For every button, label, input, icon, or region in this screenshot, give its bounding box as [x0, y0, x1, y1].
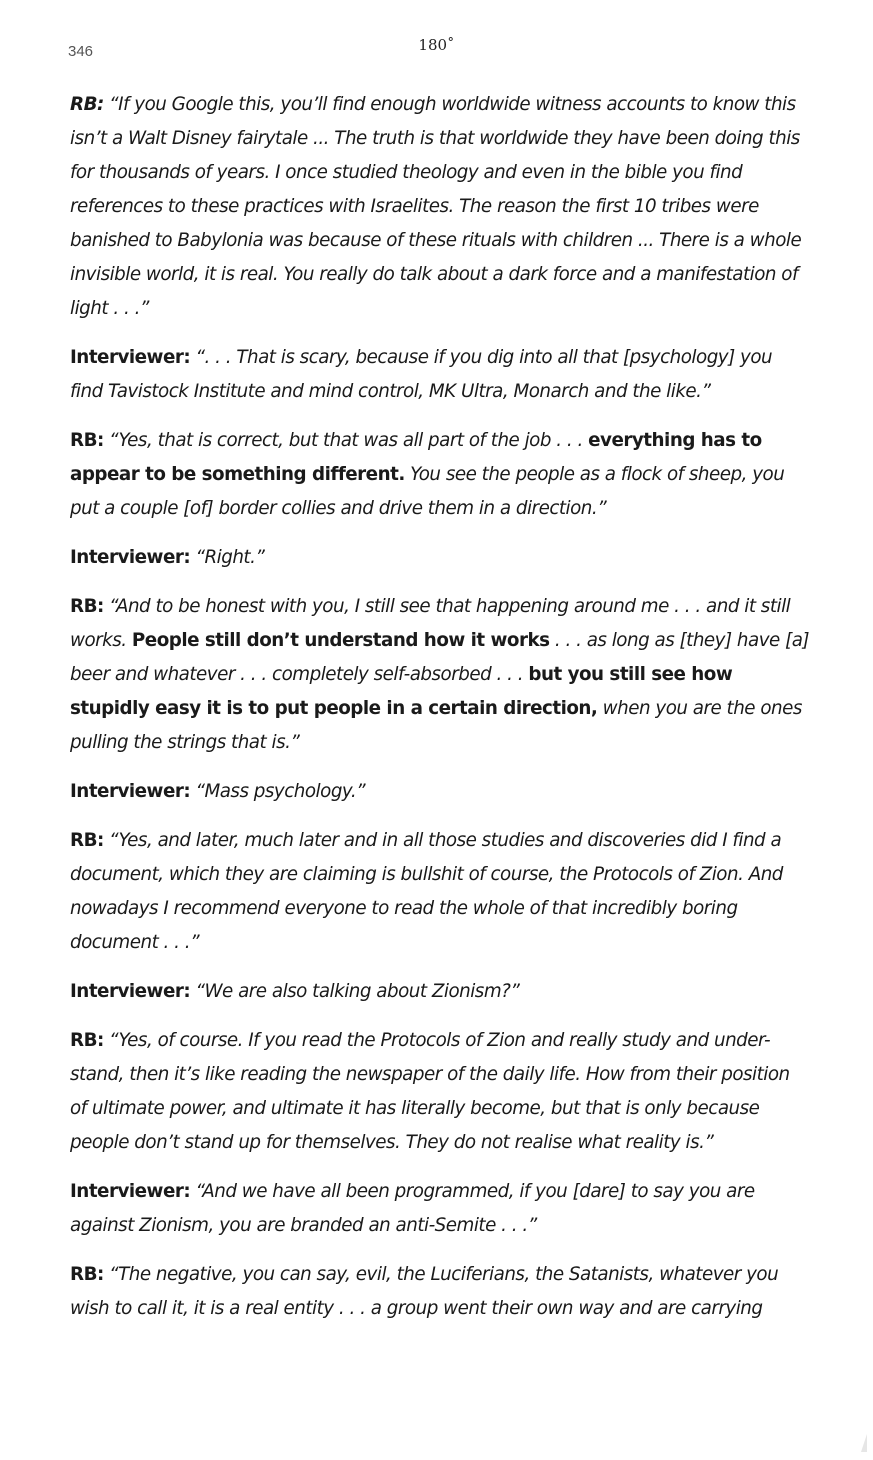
transcript-paragraph [70, 541, 810, 575]
page-number: 346 [68, 43, 94, 60]
emphasized-text: People still don’t understand how it works [131, 630, 550, 651]
transcript-paragraph [70, 824, 810, 960]
quote-text: “The negative, you can say, evil, the Luciferians, the Satanists, whatever you wish to call it, it is a real entity . . . a group went their own way and are carrying [70, 1264, 779, 1319]
transcript-paragraph [70, 590, 810, 760]
speaker-label: RB: [70, 830, 104, 851]
transcript-paragraph [70, 975, 810, 1009]
speaker-label: Interviewer: [70, 1181, 191, 1202]
transcript-paragraph [70, 1175, 810, 1243]
speaker-label: Interviewer: [70, 981, 191, 1002]
transcript-paragraph [70, 1258, 810, 1326]
speaker-label: RB: [70, 94, 104, 115]
speaker-label: RB: [70, 430, 104, 451]
speaker-label: RB: [70, 1030, 104, 1051]
quote-text: “Yes, and later, much later and in all those studies and discoveries did I find a document, which they are claiming is bullshit of course, the Protocols of Zion. And nowadays I recommend everyone to read the whole of that incredibly boring document . . .” [70, 830, 783, 953]
quote-text: You see the people as a flock of sheep, you put a couple [of] border collies and drive them in a direction.” [70, 464, 785, 519]
quote-text: “If you Google this, you’ll find enough worldwide witness accounts to know this isn’t a Walt Disney fairytale ... The truth is that worldwide they have been doing this for thousands of years. I once studied theology and even in the bible you find references to these practices with Israelites. The reason the first 10 tribes were banished to Babylonia was because of these rituals with children ... There is a whole invisible world, it is real. You really do talk about a dark force and a manifestation of light . . .” [70, 94, 802, 319]
transcript-paragraph [70, 1024, 810, 1160]
transcript-paragraph [70, 88, 810, 326]
quote-text: “Yes, that is correct, but that was all part of the job . . . [103, 430, 589, 451]
transcript-paragraph [70, 424, 810, 526]
speaker-label: Interviewer: [70, 347, 191, 368]
quote-text: when you are the ones pulling the strings that is.” [70, 698, 802, 753]
transcript-paragraph [70, 341, 810, 409]
transcript-paragraph [70, 775, 810, 809]
quote-text: “Mass psychology.” [190, 781, 366, 802]
speaker-label: RB: [70, 596, 104, 617]
quote-text: “. . . That is scary, because if you dig into all that [psychology] you find Tavistock Institute and mind control, MK Ultra, Monarch and the like.” [70, 347, 773, 402]
quote-text: “And to be honest with you, I still see that happening around me . . . and it still works. [70, 596, 791, 651]
speaker-label: Interviewer: [70, 547, 191, 568]
emphasized-text: everything has to appear to be something different. [70, 430, 762, 485]
interview-transcript [70, 88, 810, 1341]
emphasized-text: but you still see how stupidly easy it is to put people in a certain direction, [70, 664, 733, 719]
quote-text: . . . as long as [they] have [a] beer and whatever . . . completely self-absorbed . . . [70, 630, 810, 685]
speaker-label: Interviewer: [70, 781, 191, 802]
quote-text: “And we have all been programmed, if you [dare] to say you are against Zionism, you are branded an anti-Semite . . .” [70, 1181, 755, 1236]
running-header-title: 180˚ [418, 36, 455, 54]
page-corner-shadow [861, 1434, 867, 1452]
quote-text: “Right.” [190, 547, 265, 568]
quote-text: “Yes, of course. If you read the Protocols of Zion and really study and under-stand, then it’s like reading the newspaper of the daily life. How from their position of ultimate power, and ultimate it has literally become, but that is only because people don’t stand up for themselves. They do not realise what reality is.” [70, 1030, 790, 1153]
speaker-label: RB: [70, 1264, 104, 1285]
quote-text: “We are also talking about Zionism?” [190, 981, 520, 1002]
